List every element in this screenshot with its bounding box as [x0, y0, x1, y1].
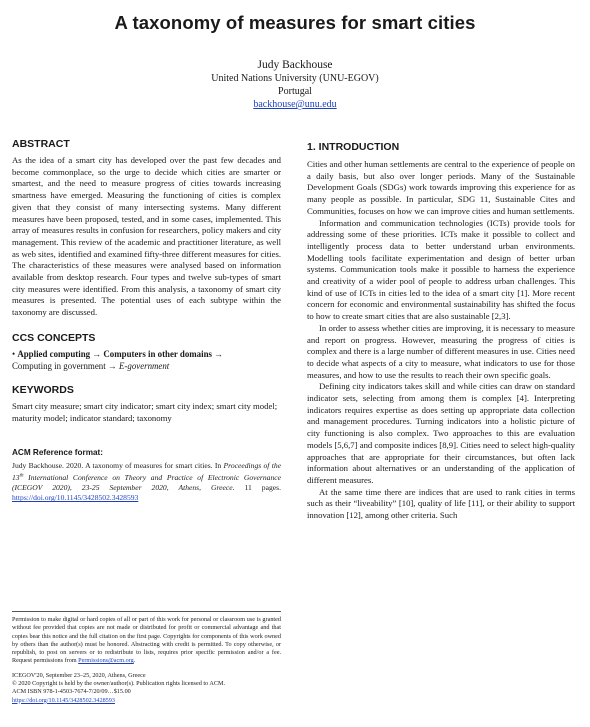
ccs-concepts: [12, 349, 281, 372]
footnote-doi-link[interactable]: https://doi.org/10.1145/3428502.3428593: [12, 696, 115, 704]
intro-paragraph: Defining city indicators takes skill and while cities can draw on standard indicator sets, selecting from among them is complex [4]. Interpreting indicators requires expertise as does setting up appropriate data collection and management procedures. Turning indicators into a holistic picture of city functioning is also complex. Two approaches to this are evaluation models [5,6,7] and composite indices [8,9]. Cities need to select high-quality approaches that are appropriate for their circumstances, but often lack information about alternatives or an understanding of the application of different measures.: [307, 381, 575, 485]
arrow-icon: →: [214, 348, 224, 359]
permission-notice: Permission to make digital or hard copies of all or part of this work for personal or classroom use is granted without fee provided that copies are not made or distributed for profit or commercial advantage and that copies bear this notice and the full citation on the first page. Copyrights for components of this work owned by others than the author(s) must be honored. Abstracting with credit is permitted. To copy otherwise, or republish, to post on servers or to redistribute to lists, requires prior specific permission and/or a fee. Request permissions from Permissions@acm.org.: [12, 616, 281, 665]
author-affiliation: United Nations University (UNU-EGOV): [211, 73, 379, 84]
reference-proceedings: Proceedings of the 13th International Conference on Theory and Practice of Electronic Governance (ICEGOV 2020), 23-25 September 2020, Athens, Greece.: [12, 460, 281, 492]
abstract-heading: ABSTRACT: [12, 138, 70, 150]
author-country: Portugal: [278, 86, 312, 97]
paper-title: A taxonomy of measures for smart cities: [114, 12, 476, 33]
acm-reference-text: [12, 461, 281, 504]
right-column: [307, 141, 575, 522]
reference-pages: 11 pages.: [234, 483, 281, 492]
intro-paragraph: At the same time there are indices that are used to rank cities in terms such as their “liveability” [10], quality of life [11], or their ability to support innovation [12], among other criteria. Such: [307, 486, 575, 521]
abstract-text: As the idea of a smart city has developed over the past few decades and become commonplace, so the urge to decide which cities are smarter or smartest, and the need to measure progress of cities towards increasing smartness have emerged. Measuring the functioning of cities is complex given that they consist of many intersecting systems. Many different measures have been proposed, tested, and in some cases, implemented. This array of measures results in confusion for researchers, policy makers and city management. This review of the academic and practitioner literature, as well as web sites, identified and examined fifty-three different measures for cities. The characteristics of these measures were analysed based on information available from desktop research. Four types and twelve sub-types of smart city measures were identified. From this analysis, a taxonomy of smart city measures is presented. The potential uses of each subtype within the taxonomy are discussed.: [12, 155, 281, 318]
reference-doi-link[interactable]: https://doi.org/10.1145/3428502.3428593: [12, 493, 139, 503]
arrow-icon: →: [92, 348, 102, 359]
arrow-icon: →: [107, 360, 117, 371]
isbn-line: ACM ISBN 978-1-4503-7674-7/20/09…$15.00: [12, 688, 131, 696]
intro-paragraph: Cities and other human settlements are central to the experience of people on a daily basis, but also over longer periods. Many of the Sustainable Development Goals (SDGs) work towards improving this experience for as many people as possible. In particular, SDG 11, Sustainable Cites and Communities, focuses on how we can improve cities and human settlements.: [307, 159, 575, 216]
conference-line: ICEGOV'20, September 23–25, 2020, Athens, Greece: [12, 671, 146, 679]
ccs-heading: CCS CONCEPTS: [12, 331, 96, 344]
ccs-concept-government: Computing in government: [12, 360, 106, 371]
left-column: [12, 138, 281, 504]
author-name: Judy Backhouse: [257, 59, 333, 71]
permissions-email-link[interactable]: Permissions@acm.org: [78, 657, 134, 665]
introduction-heading: 1. INTRODUCTION: [307, 141, 400, 153]
intro-paragraph: In order to assess whether cities are improving, it is necessary to measure and report on progress. However, measuring the progress of cities is complex and there is a large number of different measures in use. Cities need to decide what aspects of a city to measure, what indicators to use for those measures, and how to use the results to reach their own specific goals.: [307, 322, 575, 380]
author-email-link[interactable]: backhouse@unu.edu: [253, 99, 337, 110]
acm-reference-heading: ACM Reference format:: [12, 447, 103, 457]
reference-prefix: Judy Backhouse. 2020. A taxonomy of measures for smart cities. In: [12, 460, 222, 470]
ccs-bullet: •: [12, 348, 16, 359]
ccs-concept-domains: Computers in other domains: [103, 348, 212, 359]
copyright-footnote: [12, 611, 281, 705]
ccs-concept-applied: Applied computing: [17, 348, 91, 359]
ccs-concept-egov: E-government: [119, 360, 170, 371]
keywords-heading: KEYWORDS: [12, 384, 74, 397]
keywords-text: Smart city measure; smart city indicator; smart city index; smart city model; maturity model; indicator standard; taxonomy: [12, 401, 278, 423]
author-block: [0, 58, 590, 111]
intro-paragraph: Information and communication technologies (ICTs) provide tools for addressing some of these priorities. ICTs make it possible to collect and intelligently process data to better understand urban environments. Modelling tools facilitate experimentation and design of better urban systems. Communication tools make it possible to harness the experience and creativity of a wider pool of people to address urban challenges. This kind of use of ICTs in cities led to the idea of a smart city [1]. More recent concern for economic and environmental sustainability has shifted the focus to how to create smart cities that are also sustainable [2,3].: [307, 217, 575, 322]
copyright-line: © 2020 Copyright is held by the owner/author(s). Publication rights licensed to ACM.: [12, 680, 225, 688]
